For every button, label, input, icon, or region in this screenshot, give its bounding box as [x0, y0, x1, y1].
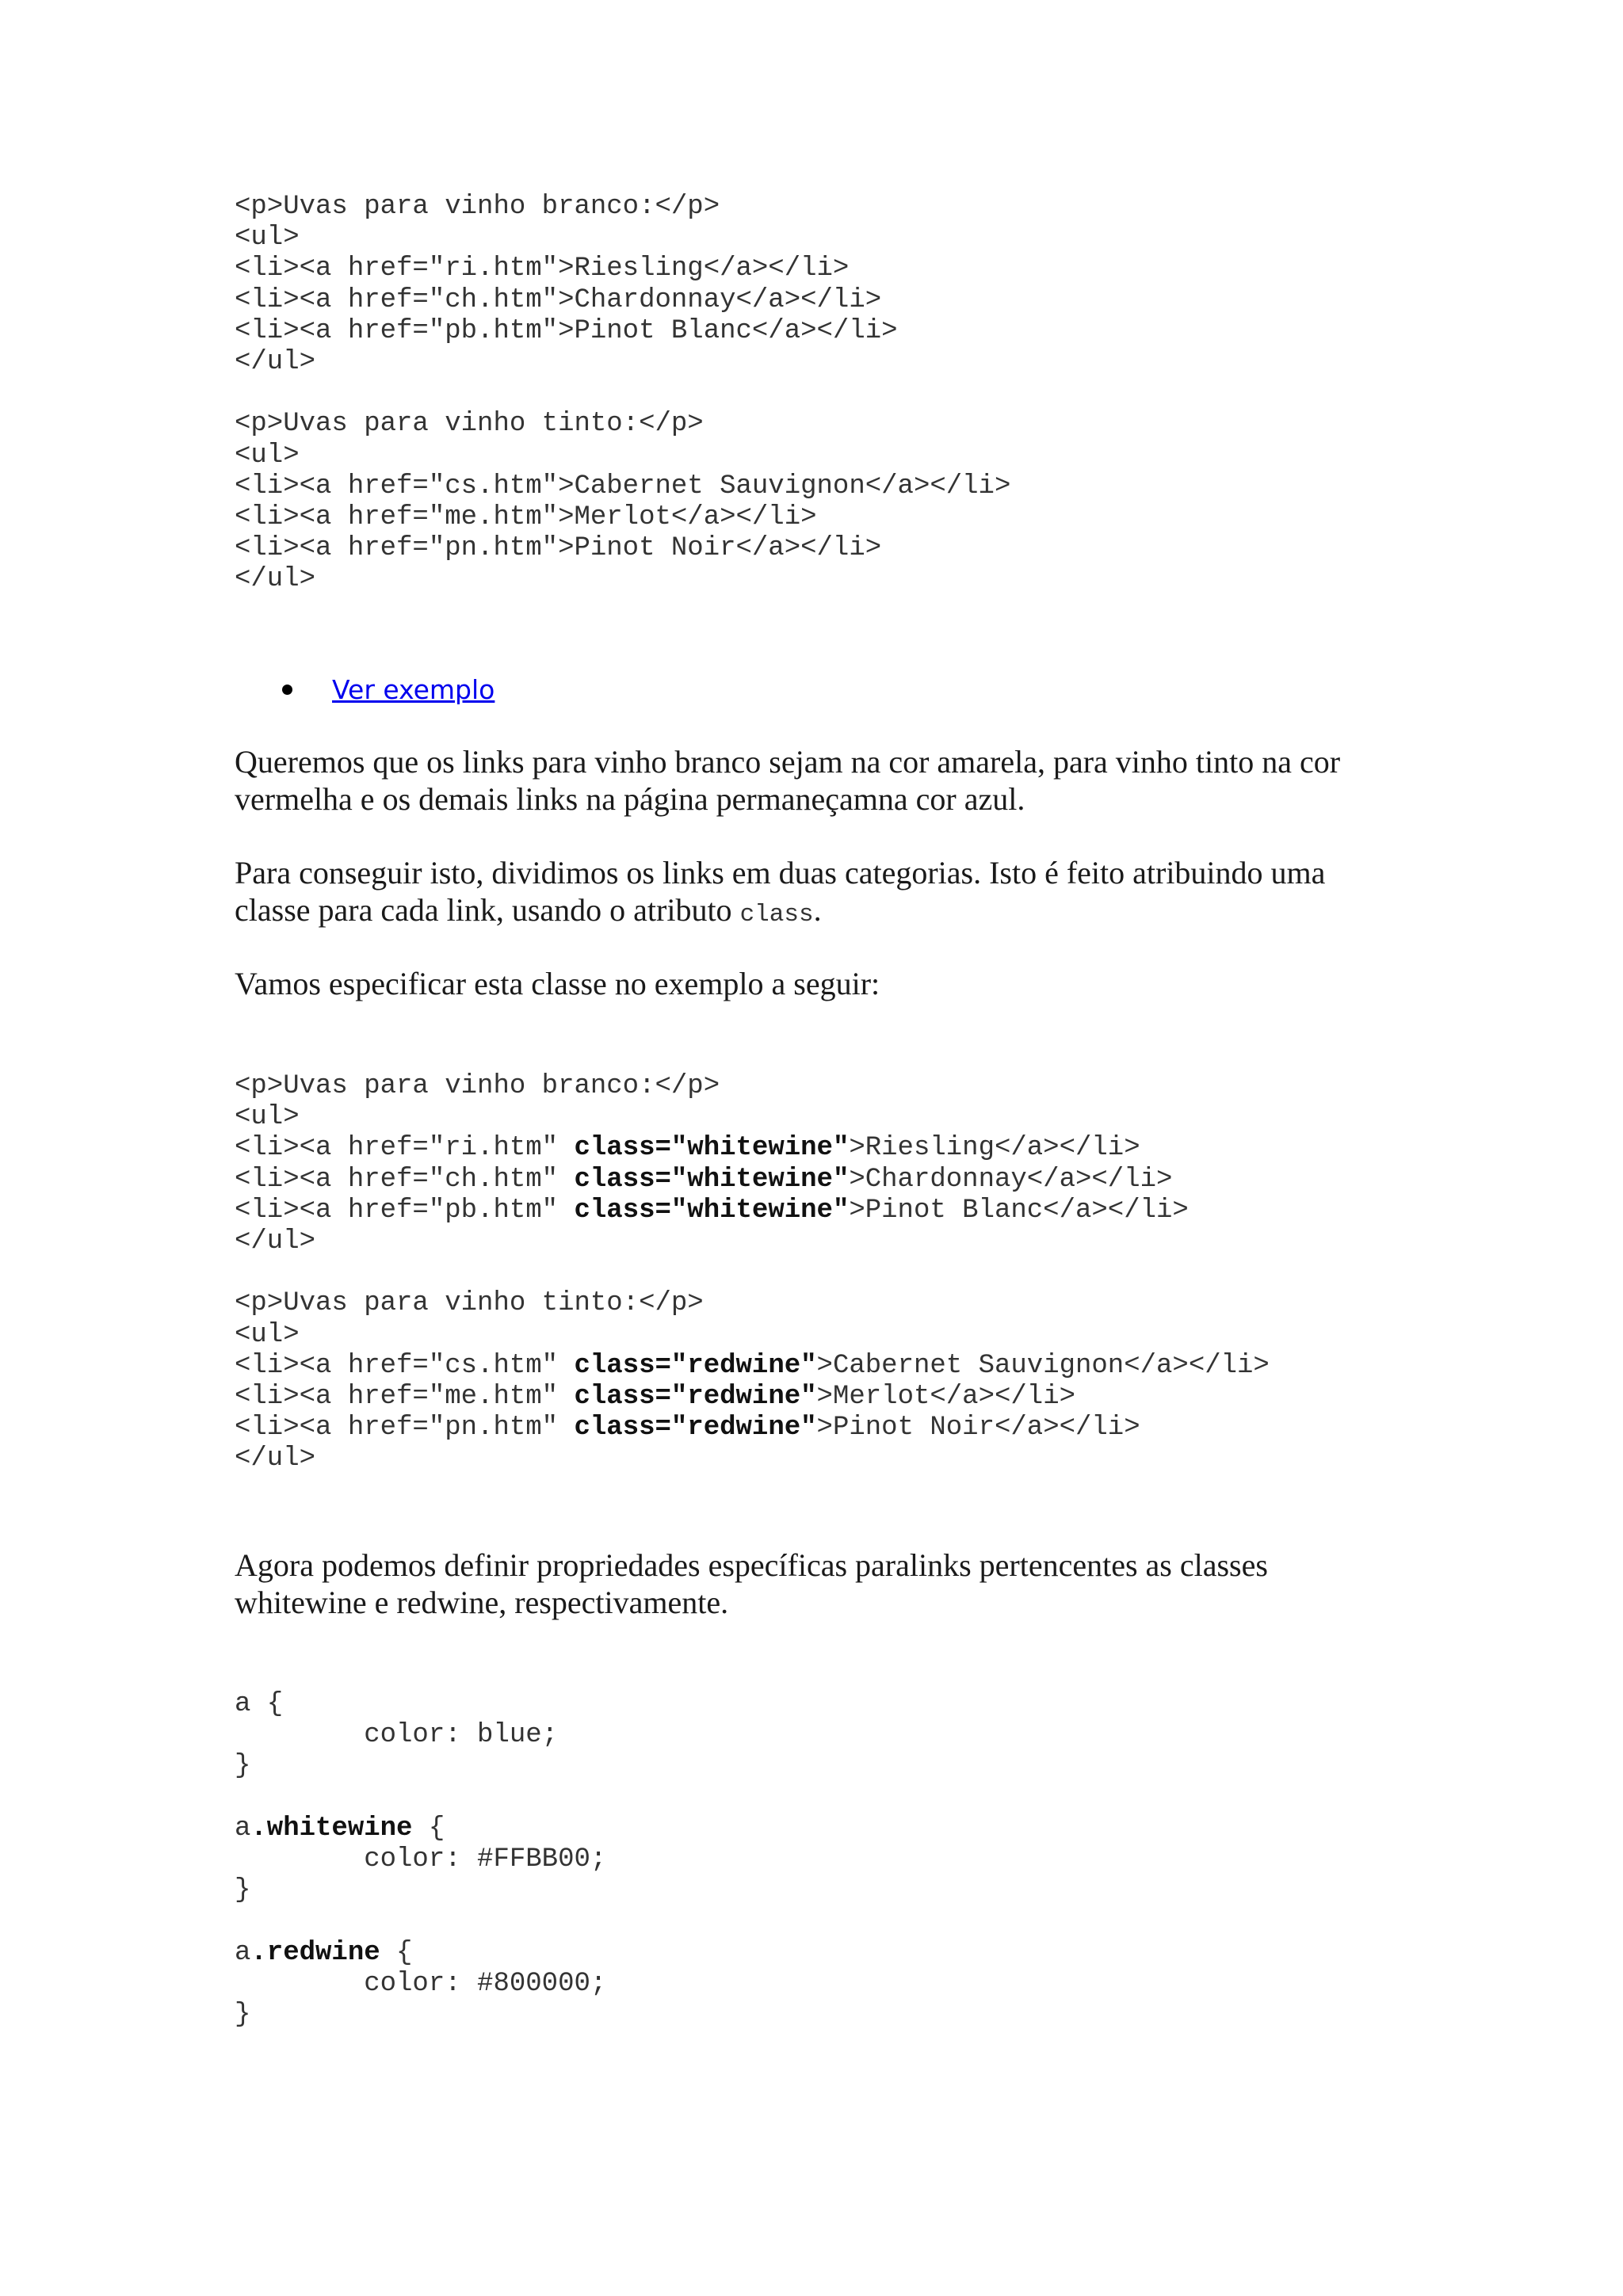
code-fragment: >Pinot Blanc</a></li> [849, 1195, 1189, 1226]
code-fragment: >Merlot</a></li> [816, 1381, 1075, 1412]
code-line: </ul> [235, 1444, 316, 1474]
code-fragment: >Cabernet Sauvignon</a></li> [816, 1350, 1270, 1381]
code-line: <ul> [235, 440, 300, 471]
paragraph-class-properties: Agora podemos definir propriedades específicas paralinks pertencentes as classes whitewine e redwine, respectivamente. [235, 1547, 1268, 1620]
code-block-plain-lists [235, 192, 1010, 595]
css-brace-open: { [250, 1689, 284, 1719]
code-line: <ul> [235, 1319, 300, 1350]
css-brace-open: { [380, 1937, 413, 1968]
code-fragment: <li><a href="pn.htm" [235, 1413, 575, 1444]
code-line-redwine [235, 1413, 1270, 1444]
code-line: <ul> [235, 223, 300, 254]
code-line [235, 378, 1010, 409]
css-declaration-line: color: #FFBB00; [235, 1844, 607, 1875]
css-selector-element: a [235, 1689, 251, 1719]
code-block-classed-lists [235, 1071, 1270, 1474]
css-brace-close: } [235, 1999, 251, 2030]
css-brace-open: { [412, 1813, 445, 1844]
class-attribute-whitewine: class="whitewine" [574, 1133, 850, 1164]
code-line-redwine [235, 1351, 1270, 1382]
code-line: <li><a href="pn.htm">Pinot Noir</a></li> [235, 533, 882, 564]
code-line: <li><a href="cs.htm">Cabernet Sauvignon</a></li> [235, 471, 1011, 502]
code-fragment: <li><a href="me.htm" [235, 1381, 575, 1412]
css-selector-class: .redwine [250, 1937, 380, 1968]
class-attribute-whitewine: class="whitewine" [574, 1195, 850, 1226]
css-declaration-line: color: blue; [235, 1720, 559, 1751]
code-line: <p>Uvas para vinho branco:</p> [235, 1071, 720, 1101]
code-block-css-rules [235, 1689, 606, 2031]
code-line: <p>Uvas para vinho branco:</p> [235, 192, 720, 222]
code-line: </ul> [235, 346, 316, 377]
css-brace-close: } [235, 1875, 251, 1906]
code-line: <li><a href="me.htm">Merlot</a></li> [235, 502, 817, 532]
code-fragment: <li><a href="pb.htm" [235, 1195, 575, 1226]
css-brace-close: } [235, 1751, 251, 1782]
ver-exemplo-link[interactable]: Ver exemplo [332, 673, 495, 705]
paragraph-class-attribute [235, 854, 1407, 933]
css-selector-element: a [235, 1813, 251, 1844]
code-blank-line [235, 1906, 606, 1937]
code-line: <li><a href="ri.htm">Riesling</a></li> [235, 254, 850, 284]
code-fragment: <li><a href="cs.htm" [235, 1350, 575, 1381]
class-attribute-whitewine: class="whitewine" [574, 1164, 850, 1195]
code-fragment: >Pinot Noir</a></li> [816, 1413, 1140, 1444]
code-fragment: <li><a href="ch.htm" [235, 1164, 575, 1195]
paragraph-link-colors: Queremos que os links para vinho branco sejam na cor amarela, para vinho tinto na cor vermelha e os demais links na página permaneçamna cor azul. [235, 744, 1341, 817]
paragraph-class-attribute-text: Para conseguir isto, dividimos os links em duas categorias. Isto é feito atribuindo uma classe para cada link, usando o atributo [235, 855, 1326, 928]
code-line: <p>Uvas para vinho tinto:</p> [235, 1288, 704, 1319]
paragraph-example-intro: Vamos especificar esta classe no exemplo a seguir: [235, 966, 880, 1001]
class-attribute-redwine: class="redwine" [574, 1413, 817, 1444]
class-attribute-redwine: class="redwine" [574, 1350, 817, 1381]
paragraph-class-attribute-end: . [813, 892, 822, 928]
code-line: <p>Uvas para vinho tinto:</p> [235, 409, 704, 440]
code-fragment: >Riesling</a></li> [849, 1133, 1140, 1164]
code-fragment: <li><a href="ri.htm" [235, 1133, 575, 1164]
css-selector-line [235, 1938, 606, 1969]
code-line-whitewine [235, 1133, 1270, 1164]
code-blank-line [235, 1783, 606, 1814]
code-line: <li><a href="ch.htm">Chardonnay</a></li> [235, 284, 882, 315]
css-selector-element: a [235, 1937, 251, 1968]
code-line-whitewine [235, 1196, 1270, 1226]
code-line-whitewine [235, 1165, 1270, 1196]
inline-code-class: class [739, 901, 814, 929]
code-line: </ul> [235, 564, 316, 595]
class-attribute-redwine: class="redwine" [574, 1381, 817, 1412]
code-line [235, 1257, 1270, 1288]
bullet-dot-icon [282, 685, 292, 695]
css-selector-line [235, 1814, 606, 1844]
code-line: <ul> [235, 1102, 300, 1133]
code-line-redwine [235, 1382, 1270, 1413]
css-selector-class: .whitewine [250, 1813, 413, 1844]
example-bullet [282, 672, 495, 707]
code-line: <li><a href="pb.htm">Pinot Blanc</a></li> [235, 315, 898, 346]
code-fragment: >Chardonnay</a></li> [849, 1164, 1173, 1195]
css-declaration-line: color: #800000; [235, 1968, 607, 1999]
code-line: </ul> [235, 1226, 316, 1257]
css-selector-line [235, 1689, 606, 1720]
